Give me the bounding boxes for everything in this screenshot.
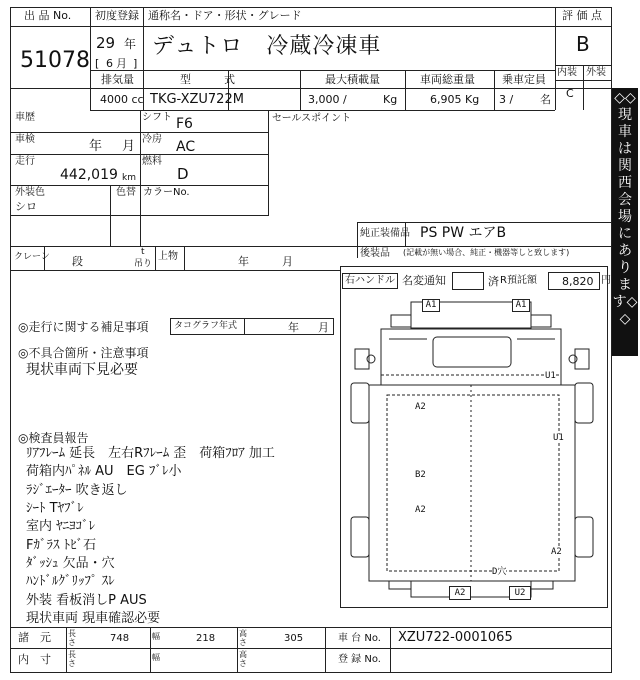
capacity-label: 乗車定員 [502,73,546,86]
capacity-unit: 名 [540,93,551,106]
diag-a2-lower: A2 [415,505,426,515]
shift-value: F6 [176,116,193,132]
displacement-value: 4000 cc [100,93,144,106]
diag-a1-right: A1 [512,299,530,312]
rating-value: B [576,32,590,56]
exterior-label: 外装 [586,67,606,78]
exterior-grade: C [566,87,574,100]
fuel-value: D [177,165,189,183]
crane-month: 月 [282,255,293,268]
lot-number: 51078 [20,48,90,73]
name-change-label: 名変通知 [402,274,446,287]
inspector-line: 荷箱内ﾊﾟﾈﾙ AU EG ﾌﾞﾚ小 [26,464,182,479]
sales-point-box [268,110,612,216]
inspector-line: ﾘｱﾌﾚｰﾑ 延長 左右Rﾌﾚｰﾑ 歪 荷箱ﾌﾛｱ 加工 [26,446,275,461]
model-label: 型 式 [180,73,235,86]
mileage-value: 442,019 [60,167,118,183]
registration-label: 登 録 No. [338,654,381,665]
color-change-label: 色替 [116,187,136,198]
tacho-month: 月 [318,321,329,334]
rating-label: 評 価 点 [562,9,602,22]
length-label: 長さ [68,629,76,647]
in-length-label: 長さ [68,650,76,668]
inspector-line: ﾗｼﾞｴｰﾀｰ 吹き返し [26,483,128,498]
ac-value: AC [176,139,196,155]
venue-banner: ◇◇現車は関西会場にあります◇◇ [612,88,638,356]
diag-u2-bottom: U2 [509,586,531,600]
shoyo-label: 諸 元 [18,631,51,644]
diag-u1-upper: U1 [545,371,556,381]
diag-u1-middle: U1 [553,433,564,443]
shift-label: シフト [142,112,172,123]
sales-point-label: セールスポイント [272,113,352,124]
color-label: 外装色 [15,187,45,198]
handle-value: 右ハンドル [345,275,395,286]
chassis-value: XZU722-0001065 [398,630,513,645]
r-deposit-yen: 円 [601,275,611,286]
width-label: 幅 [152,632,160,641]
max-load-value: 3,000 / [308,93,347,106]
tacho-label: タコグラフ年式 [174,321,238,331]
diag-a2-bottom: A2 [449,586,471,600]
in-width-label: 幅 [152,653,160,662]
mileage-unit: km [122,173,136,183]
history-label: 車歴 [15,112,35,123]
model-desc-label: 通称名・ドア・形状・グレード [148,9,302,22]
damage-diagram [340,266,608,608]
reg-bracket-open: [ [95,57,100,70]
inspector-line: ｼｰﾄ Tﾔﾌﾞﾚ [26,501,84,516]
equipment-value: PS PW エアB [420,225,507,241]
crane-year: 年 [238,255,249,268]
diag-b2: B2 [415,470,426,480]
inspector-line: 外装 看板消しP AUS [26,593,147,608]
length-value: 748 [110,633,130,644]
r-deposit-label: R預託額 [500,275,537,286]
capacity-value: 3 / [499,93,514,106]
gross-weight-label: 車両総重量 [420,73,475,86]
chassis-label: 車 台 No. [338,633,381,644]
inspector-line: Fｶﾞﾗｽ ﾄﾋﾞ石 [26,538,97,553]
inspection-year: 年 [89,139,103,154]
aftermarket-note: (記載が無い場合、純正・機器等しと致します) [403,248,570,257]
fuel-label: 燃料 [142,156,162,167]
crane-dan: 段 [72,255,83,268]
defect-line: 現状車両下見必要 [26,362,138,378]
reg-month-unit: 月 [116,57,127,70]
first-reg-label: 初度登録 [95,9,139,22]
max-load-label: 最大積載量 [325,73,380,86]
inspector-label: ◎検査員報告 [18,431,89,445]
name-change-check: 済 [488,275,499,288]
model-value: TKG-XZU722M [150,92,244,107]
gross-weight-value: 6,905 Kg [430,93,480,106]
height-value: 305 [284,633,304,644]
color-code-label: カラーNo. [143,187,190,198]
interior-dims-label: 内 寸 [18,653,51,666]
height-label: 高さ [239,629,247,647]
inspector-line: ﾀﾞｯｼｭ 欠品・穴 [26,556,115,571]
inspector-line: ﾊﾝﾄﾞﾙｸﾞﾘｯﾌﾟ ｽﾚ [26,574,115,589]
in-height-label: 高さ [239,650,247,668]
diag-a2-right: A2 [551,547,562,557]
car-name: デュトロ 冷蔵冷凍車 [152,34,382,59]
reg-month: 6 [106,57,113,70]
crane-label: クレーン [14,252,50,262]
equipment-label: 純正装備品 [360,228,410,239]
inspection-label: 車検 [15,134,35,145]
diag-d-ana: D穴 [492,567,507,577]
r-deposit-value: 8,820 [562,275,594,288]
diag-a1-left: A1 [422,299,440,312]
ac-label: 冷房 [142,134,162,145]
reg-bracket-close: ] [133,57,138,70]
diag-a2-upper: A2 [415,402,426,412]
inspection-month: 月 [122,139,136,154]
tacho-year: 年 [288,321,299,334]
interior-label: 内装 [557,67,577,78]
truck-outline-icon [341,267,609,609]
lot-label: 出 品 No. [24,9,72,22]
crane-ton: t [141,247,145,257]
width-value: 218 [196,633,216,644]
mileage-label: 走行 [15,156,35,167]
supplement-label: ◎走行に関する補足事項 [18,320,149,334]
max-load-unit: Kg [383,93,398,106]
inspector-line: 室内 ﾔﾆﾖｺﾞﾚ [26,519,96,534]
reg-year: 29 [96,34,116,52]
inspector-line: 現状車両 現車確認必要 [26,611,161,626]
crane-tsuri: 吊り [134,259,153,269]
defects-label: ◎不具合箇所・注意事項 [18,346,149,360]
joubutsu-label: 上物 [158,251,178,262]
displacement-label: 排気量 [101,73,134,86]
color-value: シロ [15,200,37,213]
reg-year-unit: 年 [124,37,137,51]
aftermarket-label: 後装品 [360,248,390,259]
